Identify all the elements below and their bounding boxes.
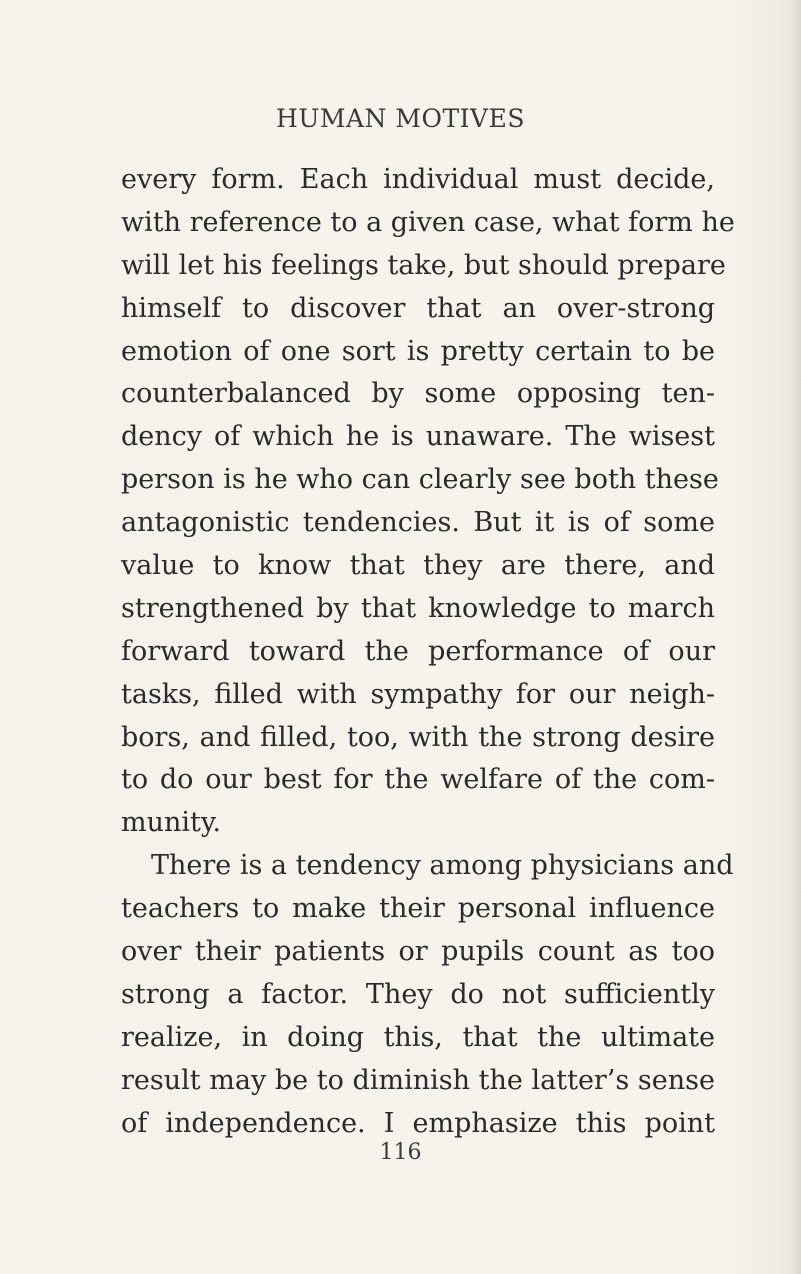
page-edge-shadow	[791, 0, 801, 1274]
text-line: with reference to a given case, what form he	[121, 206, 735, 238]
text-line: himself to discover that an over-strong	[121, 292, 715, 324]
text-line: strong a factor. They do not sufficiently	[121, 978, 715, 1010]
text-line: will let his feelings take, but should prepare	[121, 249, 726, 281]
body-text	[121, 159, 735, 1145]
text-line: every form. Each individual must decide,	[121, 164, 715, 195]
text-line: over their patients or pupils count as too	[121, 936, 715, 968]
text-line: realize, in doing this, that the ultimate	[121, 1021, 715, 1053]
text-line: dency of which he is unaware. The wisest	[121, 421, 715, 453]
text-line: forward toward the performance of our	[121, 635, 715, 667]
text-line: of independence. I emphasize this point	[121, 1107, 715, 1139]
running-head: HUMAN MOTIVES	[276, 104, 525, 133]
paragraph-start-line: There is a tendency among physicians and	[151, 850, 734, 882]
text-line: tasks, filled with sympathy for our neigh-	[121, 678, 715, 710]
text-line: value to know that they are there, and	[121, 550, 715, 582]
text-line: counterbalanced by some opposing ten-	[121, 378, 715, 410]
paragraph-end-line: munity.	[121, 807, 222, 839]
text-line: to do our best for the welfare of the com-	[121, 764, 715, 796]
text-line: teachers to make their personal influence	[121, 893, 715, 925]
text-line: result may be to diminish the latter’s sense	[121, 1064, 715, 1096]
text-line: emotion of one sort is pretty certain to be	[121, 335, 715, 367]
page-number: 116	[379, 1140, 422, 1165]
text-line: person is he who can clearly see both these	[121, 464, 719, 496]
text-line: strengthened by that knowledge to march	[121, 592, 715, 624]
text-line: antagonistic tendencies. But it is of some	[121, 507, 715, 539]
text-line: bors, and filled, too, with the strong desire	[121, 721, 715, 753]
